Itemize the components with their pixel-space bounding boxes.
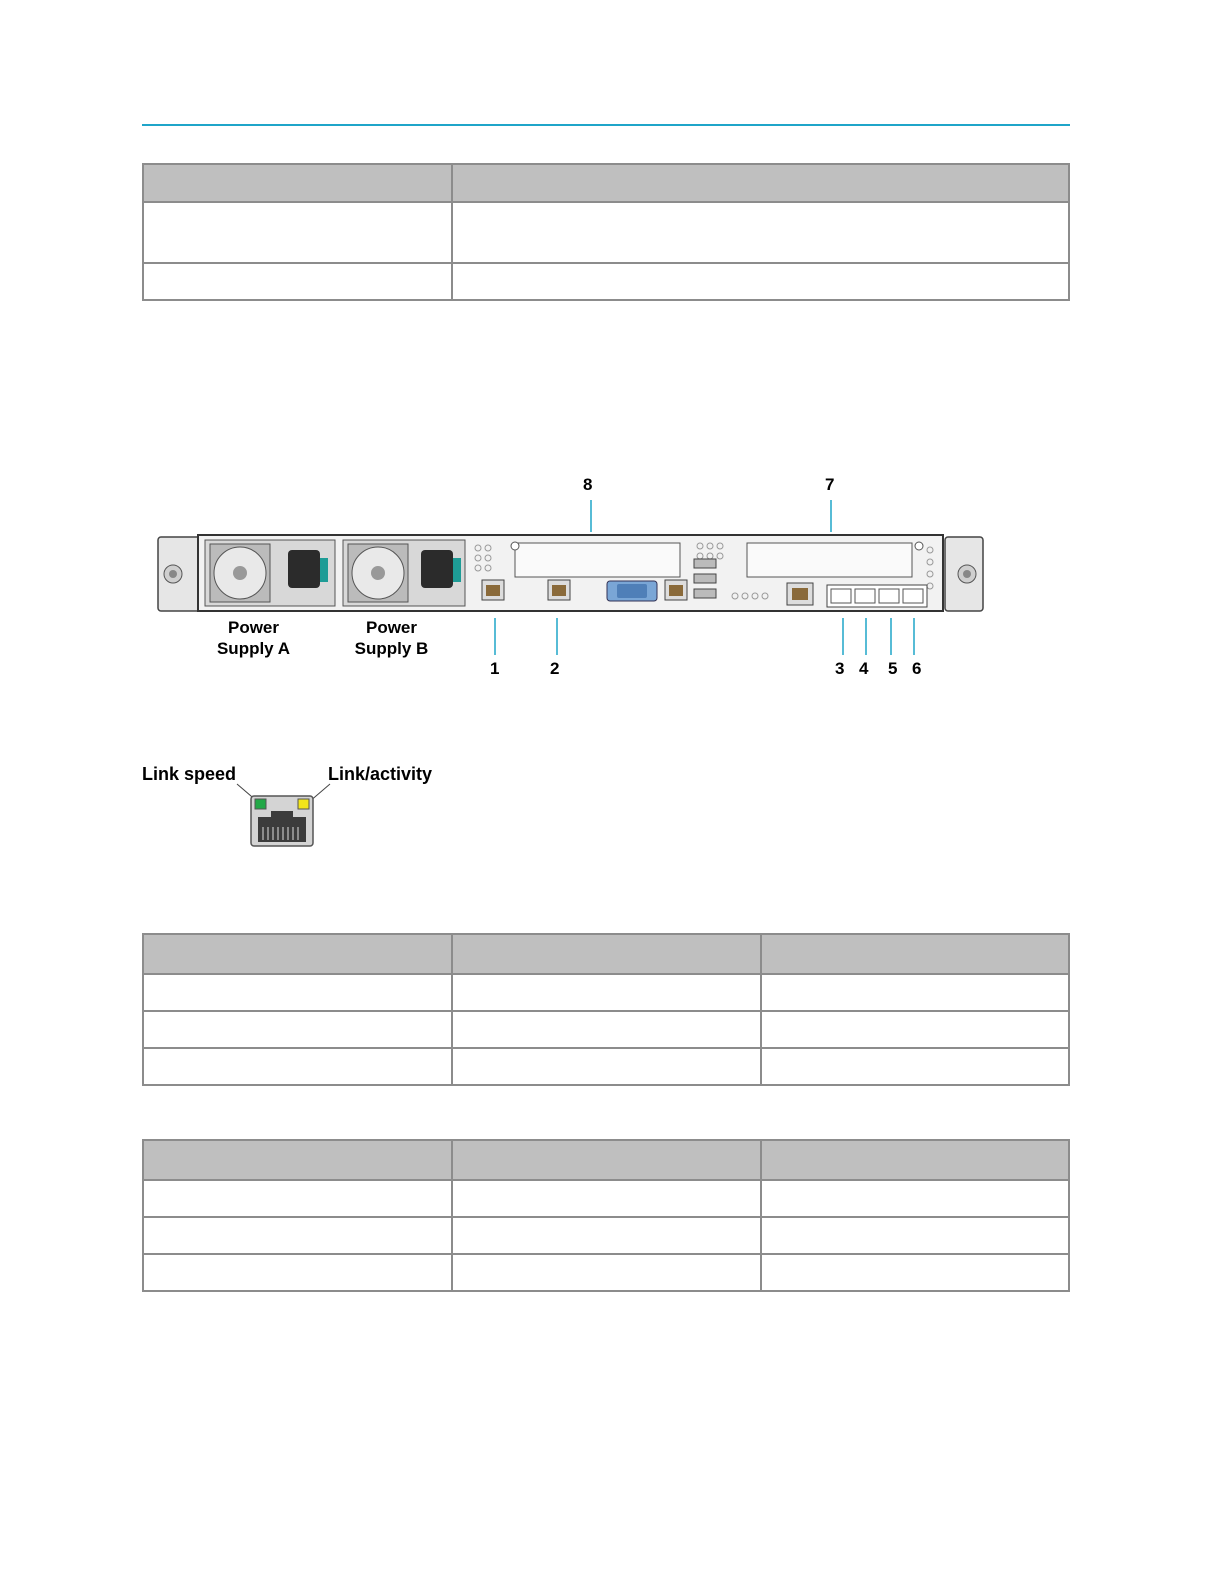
table-header-row (143, 1140, 1069, 1180)
table-cell (761, 1254, 1069, 1291)
rj45-led-figure (142, 760, 462, 860)
psu-b-label-line2: Supply B (354, 639, 429, 658)
table-cell (761, 974, 1069, 1011)
table-cell (143, 1048, 452, 1085)
table-cell (761, 1180, 1069, 1217)
header-cell (452, 1140, 761, 1180)
table-cell (452, 974, 761, 1011)
header-rule (142, 124, 1070, 126)
callout-2: 2 (550, 659, 560, 678)
psu-a-label-line1: Power (227, 618, 280, 637)
header-cell (143, 164, 452, 202)
table-cell (761, 1048, 1069, 1085)
psu-a-label-line2: Supply A (216, 639, 291, 658)
header-cell (761, 934, 1069, 974)
header-cell (452, 164, 1069, 202)
table-cell (761, 1217, 1069, 1254)
table-cell (143, 1011, 452, 1048)
rj45-jack-icon (142, 760, 462, 860)
table-cell (452, 1217, 761, 1254)
table-row (143, 974, 1069, 1011)
callout-6: 6 (912, 659, 922, 678)
table-bottom (142, 1139, 1070, 1292)
table-row (143, 1217, 1069, 1254)
table-header-row (143, 934, 1069, 974)
link-activity-label: Link/activity (328, 764, 433, 784)
power-supply-a (205, 540, 335, 606)
table-cell (143, 263, 452, 300)
table-middle (142, 933, 1070, 1086)
rear-panel-figure (155, 470, 990, 685)
power-supply-b (343, 540, 465, 606)
table-cell (452, 263, 1069, 300)
table-header-row (143, 164, 1069, 202)
table-cell (452, 1254, 761, 1291)
table-cell (452, 1011, 761, 1048)
table-cell (452, 1180, 761, 1217)
table-cell (452, 202, 1069, 263)
table-cell (761, 1011, 1069, 1048)
table-cell (452, 1048, 761, 1085)
table-row (143, 1254, 1069, 1291)
psu-a-label (205, 617, 302, 659)
table-row (143, 1048, 1069, 1085)
callout-8: 8 (583, 475, 593, 494)
header-cell (143, 934, 452, 974)
header-cell (143, 1140, 452, 1180)
link-speed-led (255, 799, 266, 809)
table-row (143, 1011, 1069, 1048)
callout-1: 1 (490, 659, 500, 678)
header-cell (452, 934, 761, 974)
header-cell (761, 1140, 1069, 1180)
psu-b-label-line1: Power (365, 618, 418, 637)
table-row (143, 202, 1069, 263)
callout-5: 5 (888, 659, 898, 678)
link-activity-led (298, 799, 309, 809)
table-cell (143, 1217, 452, 1254)
callout-7: 7 (825, 475, 835, 494)
table-row (143, 1180, 1069, 1217)
table-row (143, 263, 1069, 300)
table-cell (143, 1254, 452, 1291)
psu-b-label (343, 617, 440, 659)
table-cell (143, 202, 452, 263)
table-top (142, 163, 1070, 301)
link-speed-label: Link speed (142, 764, 237, 784)
callout-4: 4 (859, 659, 869, 678)
callout-3: 3 (835, 659, 845, 678)
table-cell (143, 1180, 452, 1217)
table-cell (143, 974, 452, 1011)
